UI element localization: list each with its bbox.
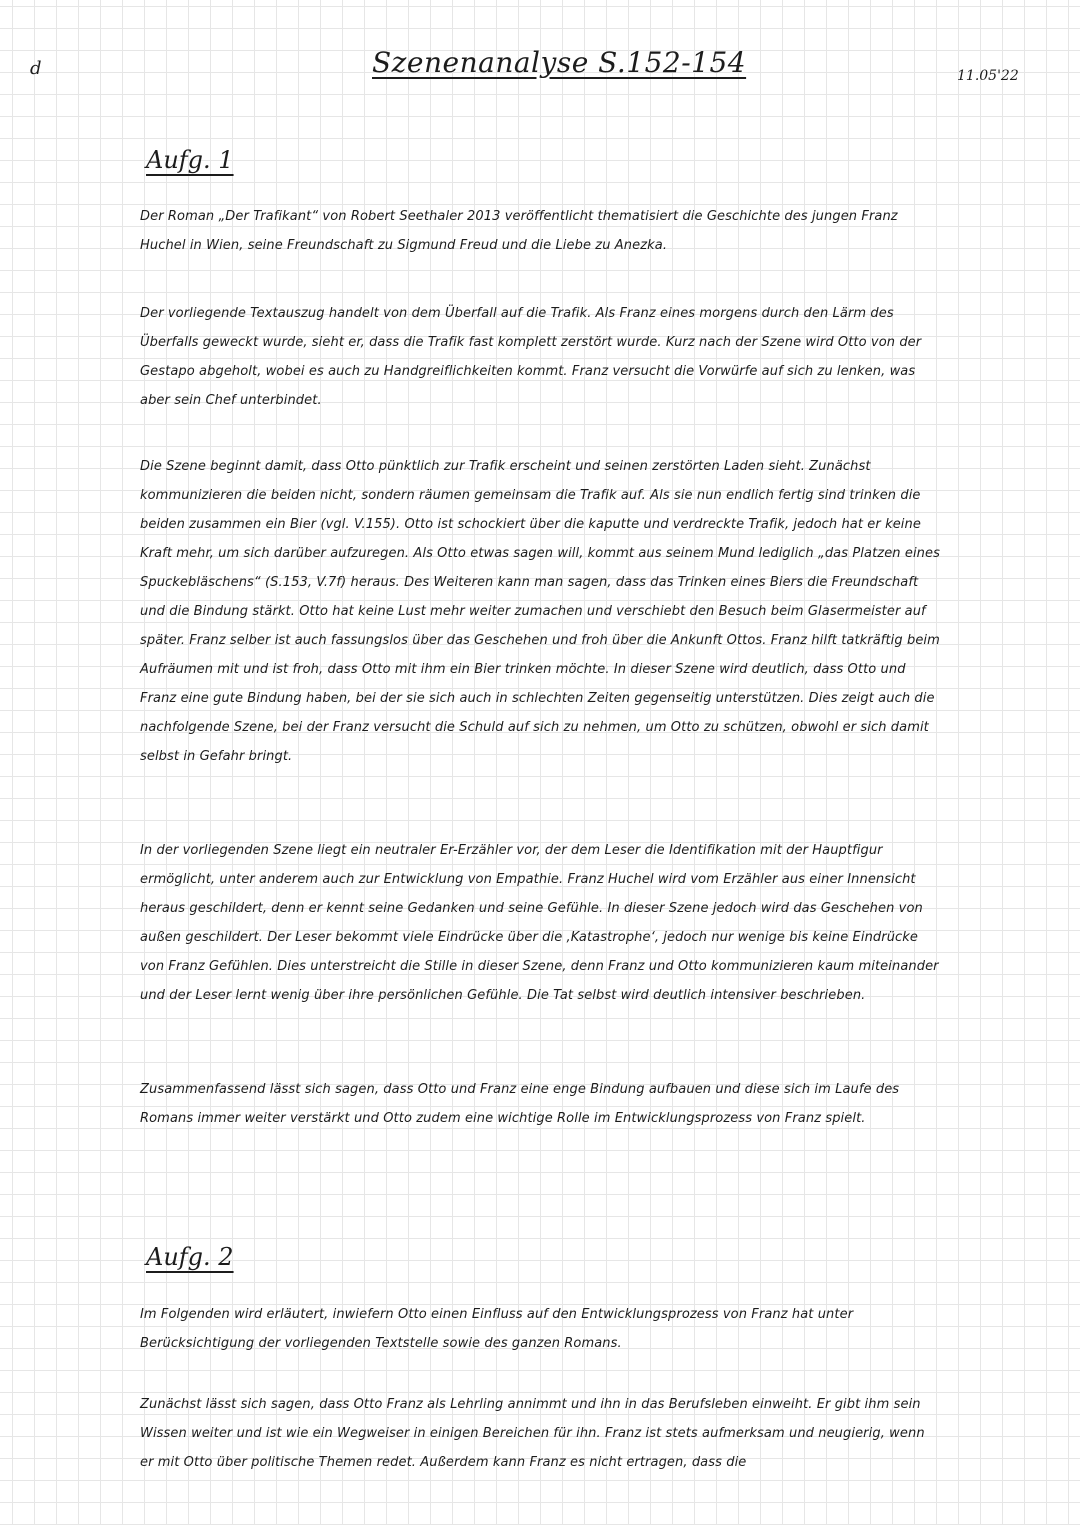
corner-mark: d [30,58,42,79]
task-1-paragraph-conclusion: Zusammenfassend lässt sich sagen, dass Otto und Franz eine enge Bindung aufbauen und diese sich im Laufe des Romans immer weiter verstärkt und Otto zudem eine wichtige Rolle im Entwicklungsprozess von Franz spielt. [140,1082,900,1126]
task-1-paragraph-analysis: Die Szene beginnt damit, dass Otto pünktlich zur Trafik erscheint und seinen zerstörten Laden sieht. Zunächst kommunizieren die beiden nicht, sondern räumen gemeinsam die Trafik auf. Als sie nun endlich fertig sind trinken die beiden zusammen ein Bier (vgl. V.155). Otto ist schockiert über die kaputte und verdreckte Trafik, jedoch hat er keine Kraft mehr, um sich darüber aufzuregen. Als Otto etwas sagen will, kommt aus seinem Mund lediglich „das Platzen eines Spuckebläschens“ (S.153, V.7f) heraus. Des Weiteren kann man sagen, dass das Trinken eines Biers die Freundschaft und die Bindung stärkt. Otto hat keine Lust mehr weiter zumachen und verschiebt den Besuch beim Glasermeister auf später. Franz selber ist auch fassungslos über das Geschehen und froh über die Ankunft Ottos. Franz hilft tatkräftig beim Aufräumen mit und ist froh, dass Otto mit ihm ein Bier trinken möchte. In dieser Szene wird deutlich, dass Otto und Franz eine gute Bindung haben, bei der sie sich auch in schlechten Zeiten gegenseitig unterstützen. Dies zeigt auch die nachfolgende Szene, bei der Franz versucht die Schuld auf sich zu nehmen, um Otto zu schützen, obwohl er sich damit selbst in Gefahr bringt. [140,459,940,764]
task-2-paragraph-body: Zunächst lässt sich sagen, dass Otto Franz als Lehrling annimmt und ihn in das Berufsleben einweiht. Er gibt ihm sein Wissen weiter und ist wie ein Wegweiser in einigen Bereichen für ihn. Franz ist stets aufmerksam und neugierig, wenn er mit Otto über politische Themen redet. Außerdem kann Franz es nicht ertragen, dass die [140,1397,925,1470]
task-1-paragraph-summary: Der vorliegende Textauszug handelt von dem Überfall auf die Trafik. Als Franz eines morgens durch den Lärm des Überfalls geweckt wurde, sieht er, dass die Trafik fast komplett zerstört wurde. Kurz nach der Szene wird Otto von der Gestapo abgeholt, wobei es auch zu Handgreiflichkeiten kommt. Franz versucht die Vorwürfe auf sich zu lenken, was aber sein Chef unterbindet. [140,306,922,408]
task-1-paragraph-intro: Der Roman „Der Trafikant“ von Robert Seethaler 2013 veröffentlicht thematisiert die Geschichte des jungen Franz Huchel in Wien, seine Freundschaft zu Sigmund Freud und die Liebe zu Anezka. [140,209,898,253]
page-title: Szenenanalyse S.152-154 [372,46,747,79]
task-1-heading: Aufg. 1 [146,146,234,174]
page-date: 11.05'22 [957,68,1019,84]
task-1-paragraph-narrator: In der vorliegenden Szene liegt ein neutraler Er-Erzähler vor, der dem Leser die Identifikation mit der Hauptfigur ermöglicht, unter anderem auch zur Entwicklung von Empathie. Franz Huchel wird vom Erzähler aus einer Innensicht heraus geschildert, denn er kennt seine Gedanken und seine Gefühle. In dieser Szene jedoch wird das Geschehen von außen geschildert. Der Leser bekommt viele Eindrücke über die ‚Katastrophe‘, jedoch nur wenige bis keine Eindrücke von Franz Gefühlen. Dies unterstreicht die Stille in dieser Szene, denn Franz und Otto kommunizieren kaum miteinander und der Leser lernt wenig über ihre persönlichen Gefühle. Die Tat selbst wird deutlich intensiver beschrieben. [140,843,939,1003]
task-2-heading: Aufg. 2 [146,1243,234,1271]
task-2-paragraph-intro: Im Folgenden wird erläutert, inwiefern Otto einen Einfluss auf den Entwicklungsprozess von Franz hat unter Berücksichtigung der vorliegenden Textstelle sowie des ganzen Romans. [140,1307,854,1351]
